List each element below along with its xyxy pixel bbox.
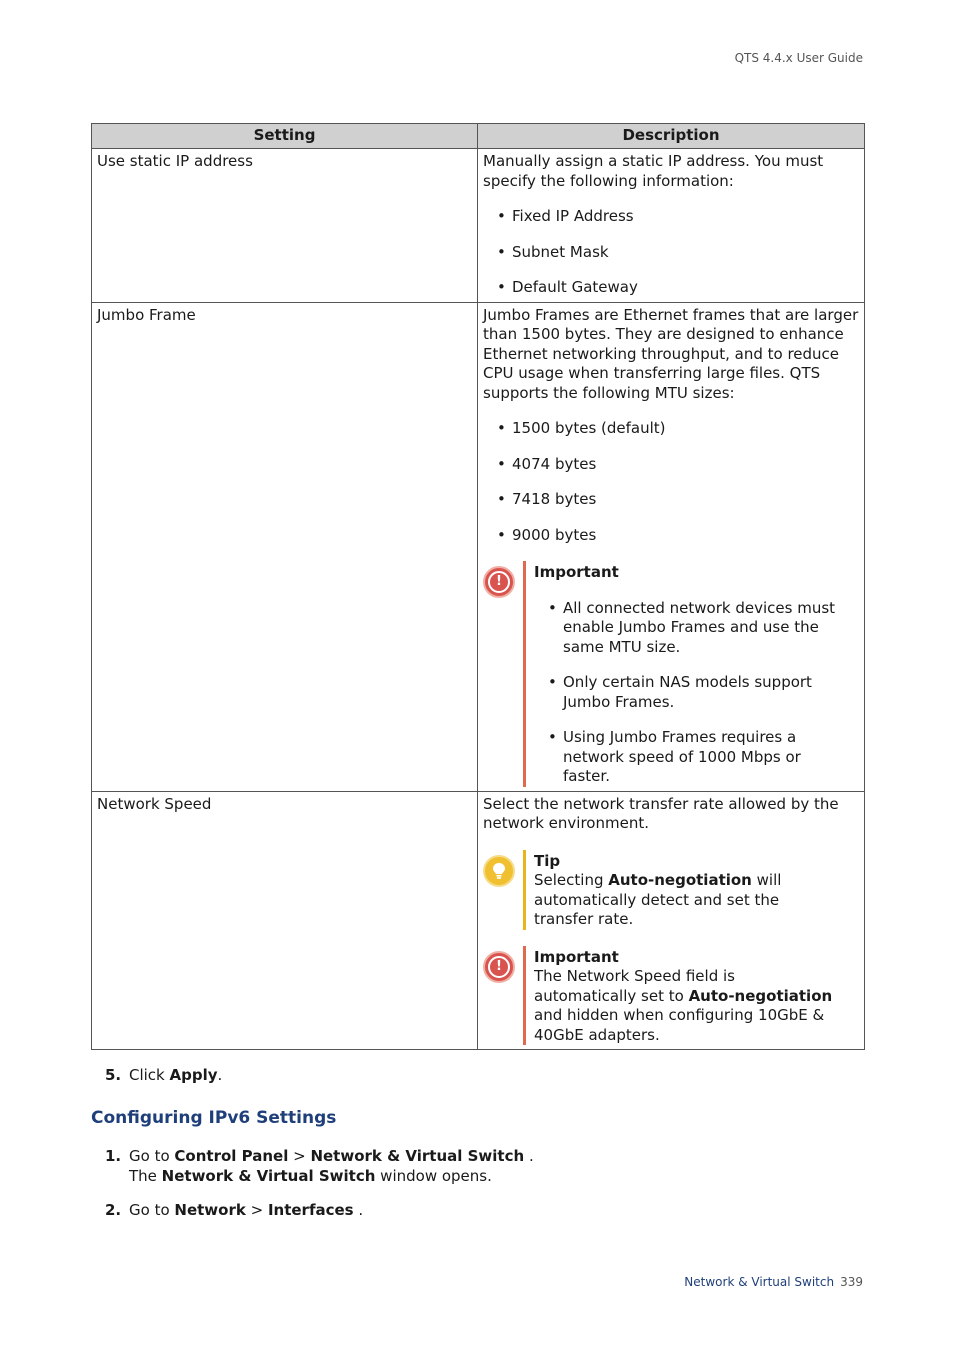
list-item: • Default Gateway <box>483 278 859 298</box>
bold-term: Network <box>174 1201 246 1219</box>
lightbulb-icon <box>483 855 515 887</box>
footer-chapter: Network & Virtual Switch <box>684 1275 835 1289</box>
bold-term: Auto-negotiation <box>688 986 833 1005</box>
bold-term: Control Panel <box>174 1147 289 1165</box>
table-row <box>92 149 865 303</box>
text-span: . <box>524 1147 534 1165</box>
step-number: 2. <box>105 1201 122 1219</box>
text-span: and hidden when configuring 10GbE & 40GbE adapters. <box>534 1006 825 1044</box>
text-span: window opens. <box>375 1166 492 1185</box>
setting-cell: Network Speed <box>92 791 478 1050</box>
column-header-description: Description <box>478 124 865 149</box>
table-row <box>92 302 865 791</box>
doc-header-title: QTS 4.4.x User Guide <box>734 51 863 65</box>
list-item: • 1500 bytes (default) <box>483 419 859 439</box>
tip-note <box>483 850 859 930</box>
ipv6-step-2 <box>105 1201 363 1221</box>
description-text: Manually assign a static IP address. You must specify the following information: <box>483 152 824 190</box>
settings-table <box>91 123 865 1050</box>
text-span: Go to <box>129 1201 175 1219</box>
bold-term: Apply <box>169 1066 218 1084</box>
bold-term: Network & Virtual Switch <box>161 1166 376 1185</box>
text-span: will automatically detect and set the transfer rate. <box>534 871 782 928</box>
list-item: • 9000 bytes <box>483 526 859 546</box>
text-span: Go to <box>129 1147 175 1165</box>
list-item: • 7418 bytes <box>483 490 859 510</box>
list-item: • Subnet Mask <box>483 243 859 263</box>
bullet-list <box>483 419 859 545</box>
bold-term: Network & Virtual Switch <box>310 1147 525 1165</box>
important-note <box>483 946 859 1046</box>
list-item: • Fixed IP Address <box>483 207 859 227</box>
step-number: 1. <box>105 1147 122 1165</box>
exclamation-circle-icon: ! <box>483 951 515 983</box>
list-item: • Using Jumbo Frames requires a network speed of 1000 Mbps or faster. <box>534 728 839 787</box>
text-span: . <box>217 1066 223 1084</box>
list-item: • 4074 bytes <box>483 455 859 475</box>
important-text <box>534 967 839 1045</box>
page-number: 339 <box>840 1275 863 1289</box>
setting-cell: Jumbo Frame <box>92 302 478 791</box>
ipv6-step-1 <box>105 1147 534 1186</box>
bold-term: Auto-negotiation <box>608 871 752 889</box>
list-item: • Only certain NAS models support Jumbo Frames. <box>534 673 839 712</box>
note-title: Important <box>534 563 619 581</box>
section-heading: Configuring IPv6 Settings <box>91 1108 337 1128</box>
page-footer <box>684 1275 863 1289</box>
bold-term: Interfaces <box>267 1201 354 1219</box>
important-note <box>483 561 859 787</box>
table-row <box>92 791 865 1050</box>
step-number: 5. <box>105 1066 122 1084</box>
step-5 <box>105 1066 222 1086</box>
note-title: Tip <box>534 851 561 870</box>
description-cell <box>478 791 865 1050</box>
text-span: The Network Speed field is automatically set to <box>534 967 735 1005</box>
description-cell <box>478 302 865 791</box>
exclamation-circle-icon: ! <box>483 566 515 598</box>
text-span: Selecting <box>534 871 609 889</box>
description-cell <box>478 149 865 303</box>
text-span: The <box>129 1166 162 1185</box>
note-title: Important <box>534 947 619 966</box>
description-text: Select the network transfer rate allowed by the network environment. <box>483 794 839 832</box>
setting-cell: Use static IP address <box>92 149 478 303</box>
tip-text <box>534 871 839 930</box>
text-span: . <box>353 1201 364 1219</box>
text-span: Click <box>129 1066 170 1084</box>
description-text: Jumbo Frames are Ethernet frames that are larger than 1500 bytes. They are designed to enhance Ethernet networking throughput, and to reduce CPU usage when transferring large files. QTS supports the following MTU sizes: <box>483 305 859 402</box>
bullet-list <box>534 599 839 787</box>
text-span: > <box>245 1201 268 1219</box>
text-span: > <box>288 1147 311 1165</box>
column-header-setting: Setting <box>92 124 478 149</box>
table-header-row <box>92 124 865 149</box>
list-item: • All connected network devices must enable Jumbo Frames and use the same MTU size. <box>534 599 839 658</box>
bullet-list <box>483 207 859 298</box>
